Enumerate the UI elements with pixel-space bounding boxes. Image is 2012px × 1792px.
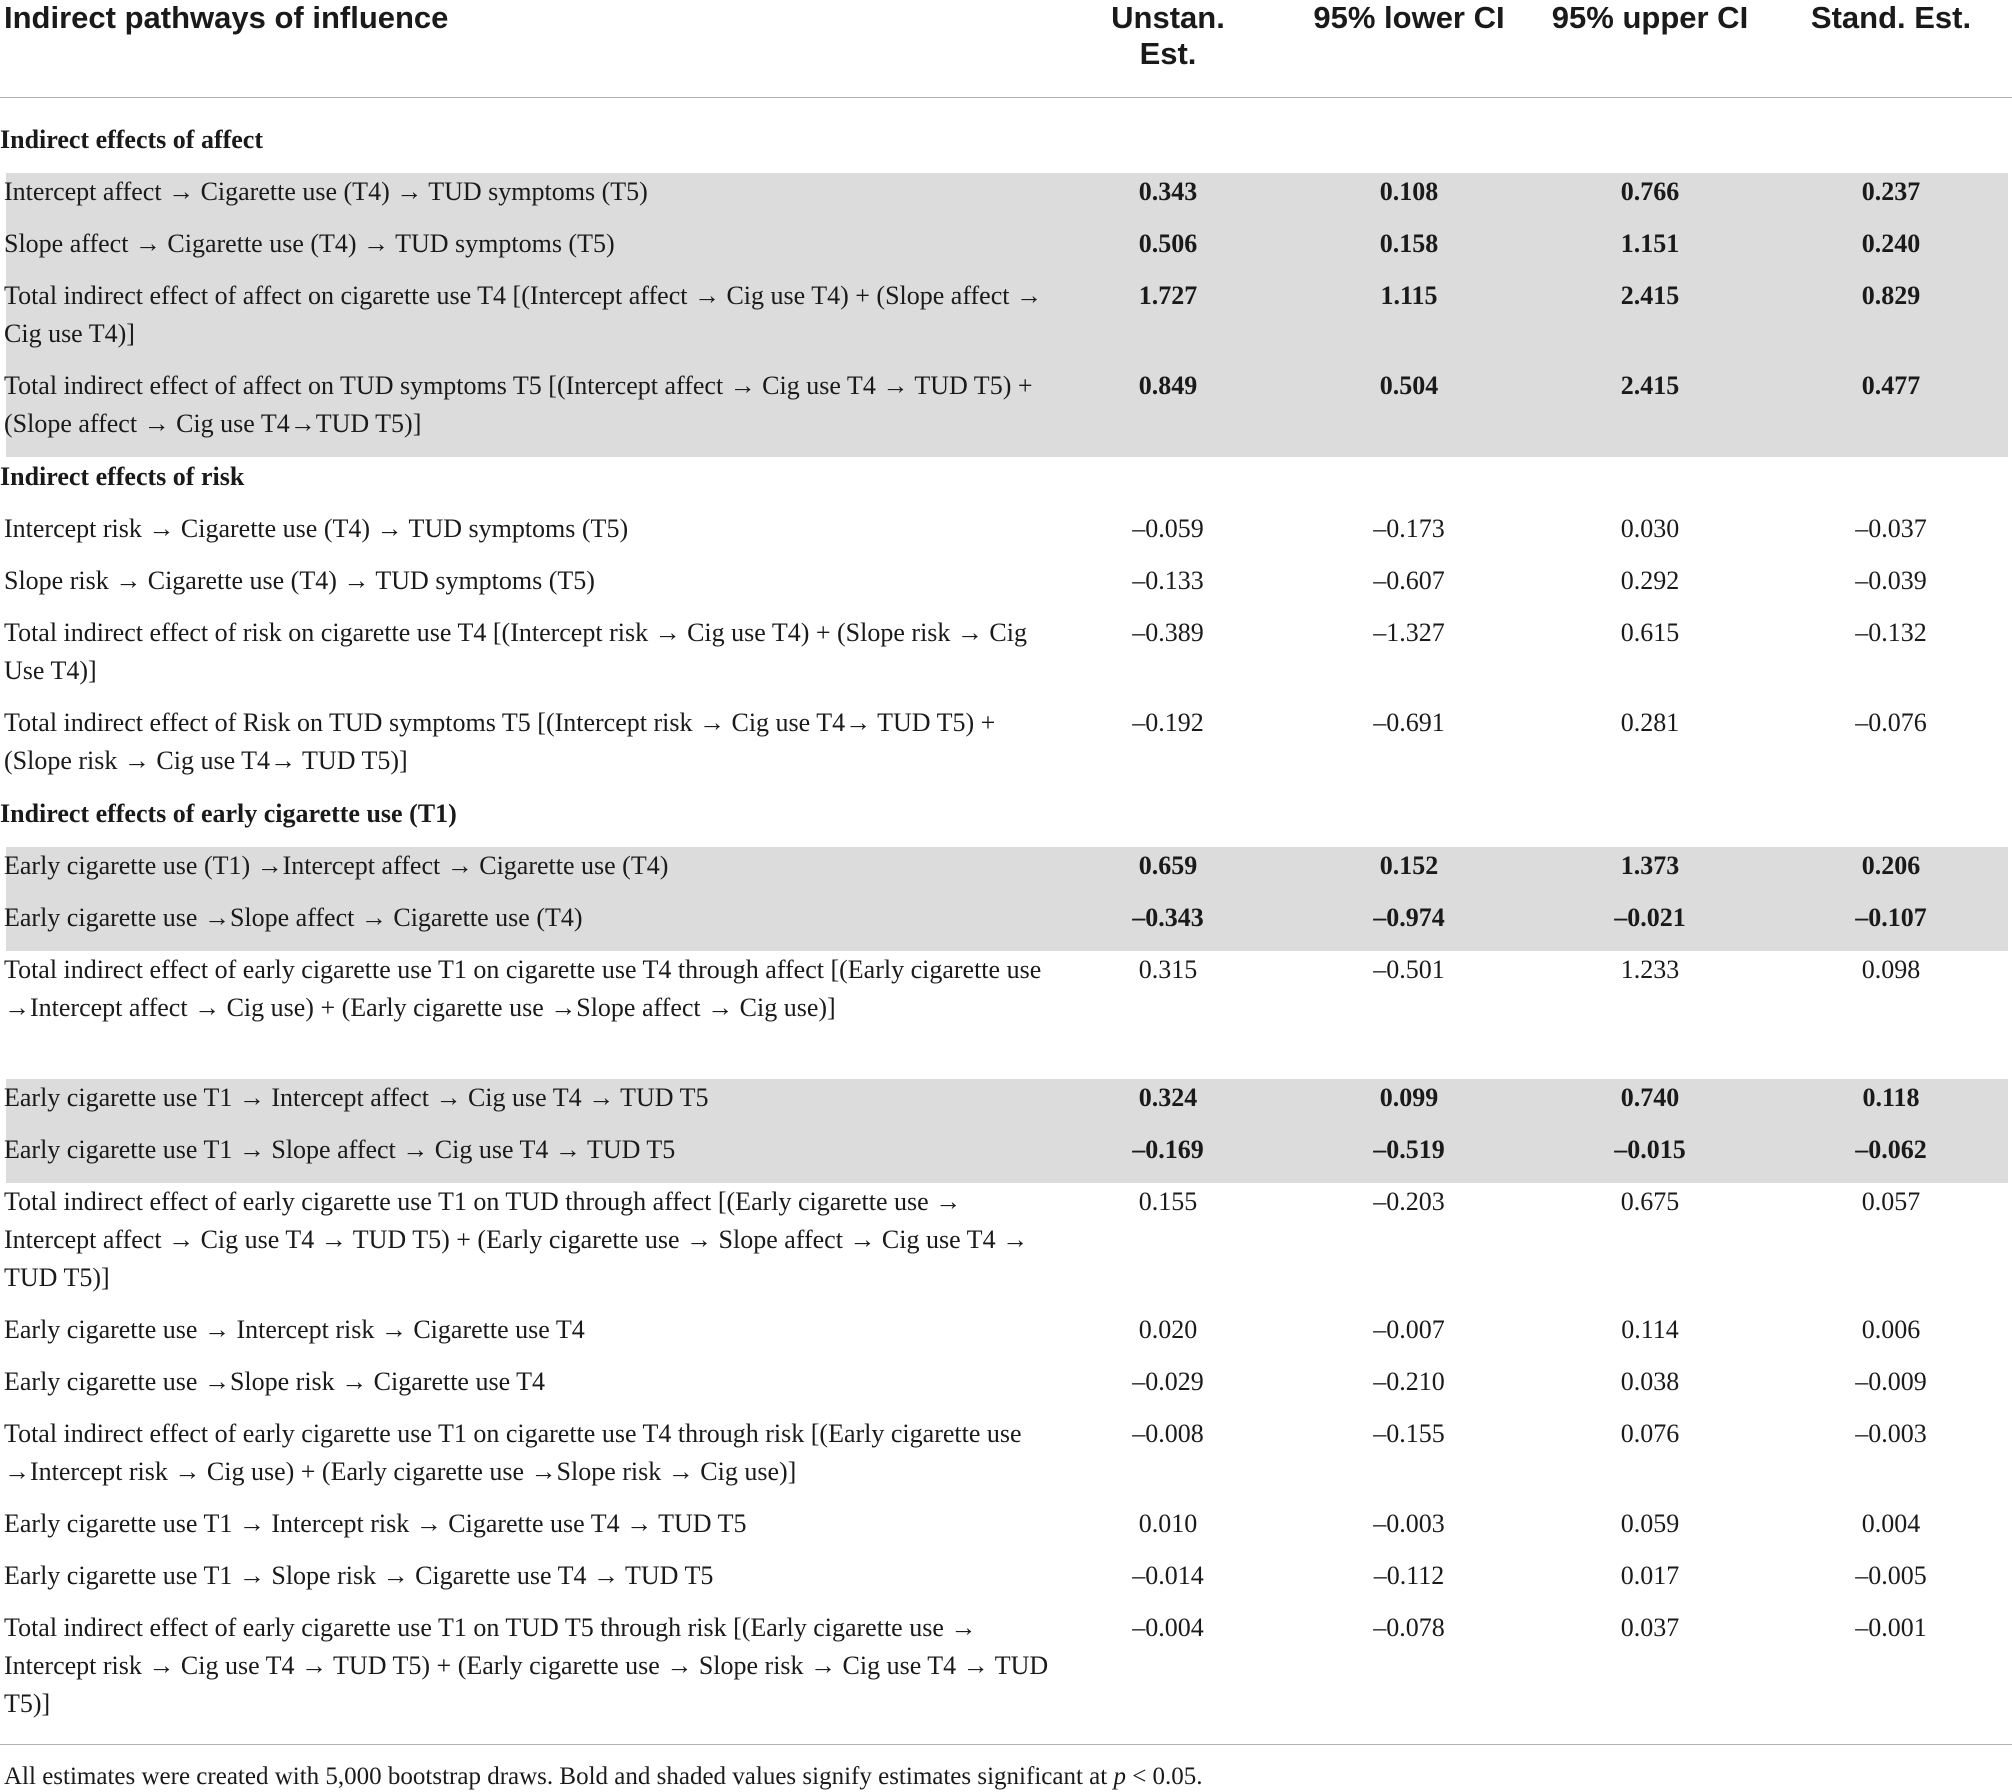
upper-ci-value: 0.038 — [1620, 1367, 1680, 1396]
table-row — [0, 951, 2012, 1079]
table-row — [6, 277, 2008, 367]
stand-est-value: –0.003 — [1855, 1419, 1927, 1448]
lower-ci-value: 0.108 — [1379, 177, 1439, 206]
unstan-est-value: 0.010 — [1138, 1509, 1198, 1538]
table-row — [6, 225, 2008, 277]
footnote-divider — [0, 1744, 2012, 1745]
upper-ci-value: 0.675 — [1620, 1187, 1680, 1216]
footnote-text: All estimates were created with 5,000 bootstrap draws. Bold and shaded values signify estimates significant at — [4, 1763, 1114, 1790]
row-pathway-label: Total indirect effect of early cigarette use T1 on cigarette use T4 through affect [(Early cigarette use →Intercept affect → Cig use) + (Early cigarette use →Slope affect → Cig use)] — [4, 955, 1042, 1022]
row-pathway-label: Early cigarette use T1 → Intercept affect → Cig use T4 → TUD T5 — [4, 1083, 709, 1112]
lower-ci-value: –0.003 — [1373, 1509, 1445, 1538]
upper-ci-value: 2.415 — [1620, 281, 1680, 310]
row-pathway-label: Slope affect → Cigarette use (T4) → TUD symptoms (T5) — [4, 229, 615, 258]
unstan-est-value: –0.192 — [1132, 708, 1204, 737]
row-pathway-label: Total indirect effect of affect on cigarette use T4 [(Intercept affect → Cig use T4) + (Slope affect → Cig use T4)] — [4, 281, 1042, 348]
table-row — [6, 1079, 2008, 1131]
stand-est-value: 0.098 — [1861, 955, 1921, 984]
row-pathway-label: Intercept affect → Cigarette use (T4) → TUD symptoms (T5) — [4, 177, 648, 206]
upper-ci-value: 1.233 — [1620, 955, 1680, 984]
footnote-tail: < 0.05. — [1125, 1763, 1203, 1790]
stand-est-value: –0.037 — [1855, 514, 1927, 543]
row-pathway-label: Early cigarette use (T1) →Intercept affect → Cigarette use (T4) — [4, 851, 669, 880]
upper-ci-value: 0.037 — [1620, 1613, 1680, 1642]
table-row — [0, 1311, 2012, 1363]
stand-est-value: 0.206 — [1861, 851, 1921, 880]
unstan-est-value: –0.343 — [1132, 903, 1204, 932]
stand-est-value: –0.107 — [1855, 903, 1927, 932]
header-lower-ci: 95% lower CI — [1313, 0, 1505, 35]
section-heading: Indirect effects of early cigarette use (T1) — [0, 799, 457, 828]
lower-ci-value: –0.974 — [1373, 903, 1445, 932]
table-row — [6, 847, 2008, 899]
stand-est-value: 0.240 — [1861, 229, 1921, 258]
row-pathway-label: Early cigarette use T1 → Intercept risk → Cigarette use T4 → TUD T5 — [4, 1509, 747, 1538]
upper-ci-value: 0.766 — [1620, 177, 1680, 206]
lower-ci-value: 0.504 — [1379, 371, 1439, 400]
row-pathway-label: Intercept risk → Cigarette use (T4) → TUD symptoms (T5) — [4, 514, 629, 543]
unstan-est-value: –0.389 — [1132, 618, 1204, 647]
unstan-est-value: –0.133 — [1132, 566, 1204, 595]
table-row — [0, 1415, 2012, 1505]
table-row — [0, 704, 2012, 794]
upper-ci-value: –0.021 — [1614, 903, 1686, 932]
section-heading: Indirect effects of affect — [0, 125, 263, 154]
unstan-est-value: –0.008 — [1132, 1419, 1204, 1448]
unstan-est-value: 0.020 — [1138, 1315, 1198, 1344]
unstan-est-value: –0.029 — [1132, 1367, 1204, 1396]
table-row — [0, 1363, 2012, 1415]
lower-ci-value: –0.155 — [1373, 1419, 1445, 1448]
unstan-est-value: –0.004 — [1132, 1613, 1204, 1642]
row-pathway-label: Total indirect effect of Risk on TUD symptoms T5 [(Intercept risk → Cig use T4→ TUD T5) + (Slope risk → Cig use T4→ TUD T5)] — [4, 708, 996, 775]
header-pathway: Indirect pathways of influence — [4, 0, 449, 35]
upper-ci-value: –0.015 — [1614, 1135, 1686, 1164]
stand-est-value: –0.001 — [1855, 1613, 1927, 1642]
table-row — [0, 1609, 2012, 1737]
lower-ci-value: –0.691 — [1373, 708, 1445, 737]
lower-ci-value: –0.112 — [1373, 1561, 1445, 1590]
unstan-est-value: –0.169 — [1132, 1135, 1204, 1164]
upper-ci-value: 0.281 — [1620, 708, 1680, 737]
row-pathway-label: Early cigarette use T1 → Slope affect → Cig use T4 → TUD T5 — [4, 1135, 676, 1164]
unstan-est-value: 0.659 — [1138, 851, 1198, 880]
stand-est-value: 0.477 — [1861, 371, 1921, 400]
upper-ci-value: 0.017 — [1620, 1561, 1680, 1590]
lower-ci-value: –0.078 — [1373, 1613, 1445, 1642]
unstan-est-value: 0.343 — [1138, 177, 1198, 206]
section-heading: Indirect effects of risk — [0, 462, 245, 491]
table-row — [6, 367, 2008, 457]
table-header — [0, 0, 2012, 98]
upper-ci-value: 0.615 — [1620, 618, 1680, 647]
row-pathway-label: Total indirect effect of risk on cigarette use T4 [(Intercept risk → Cig use T4) + (Slope risk → Cig Use T4)] — [4, 618, 1027, 685]
table-row — [0, 1505, 2012, 1557]
lower-ci-value: –0.173 — [1373, 514, 1445, 543]
row-pathway-label: Early cigarette use →Slope risk → Cigarette use T4 — [4, 1367, 546, 1396]
row-pathway-label: Early cigarette use → Intercept risk → Cigarette use T4 — [4, 1315, 585, 1344]
table-footnote — [4, 1762, 1203, 1792]
upper-ci-value: 1.151 — [1620, 229, 1680, 258]
lower-ci-value: 0.158 — [1379, 229, 1439, 258]
footnote-p-symbol: p — [1113, 1763, 1126, 1790]
lower-ci-value: –0.501 — [1373, 955, 1445, 984]
stand-est-value: –0.062 — [1855, 1135, 1927, 1164]
row-pathway-label: Total indirect effect of early cigarette use T1 on cigarette use T4 through risk [(Early cigarette use →Intercept risk → Cig use) + (Early cigarette use →Slope risk → Cig use)] — [4, 1419, 1022, 1486]
stand-est-value: –0.132 — [1855, 618, 1927, 647]
stand-est-value: 0.118 — [1862, 1083, 1920, 1112]
upper-ci-value: 1.373 — [1620, 851, 1680, 880]
upper-ci-value: 0.114 — [1621, 1315, 1679, 1344]
upper-ci-value: 0.059 — [1620, 1509, 1680, 1538]
row-pathway-label: Early cigarette use T1 → Slope risk → Cigarette use T4 → TUD T5 — [4, 1561, 714, 1590]
row-pathway-label: Total indirect effect of early cigarette use T1 on TUD through affect [(Early cigarette use → Intercept affect → Cig use T4 → TUD T5) + (Early cigarette use → Slope affect → Cig use T4 → TUD T5)] — [4, 1187, 1029, 1292]
unstan-est-value: 0.315 — [1138, 955, 1198, 984]
lower-ci-value: –0.607 — [1373, 566, 1445, 595]
lower-ci-value: –0.210 — [1373, 1367, 1445, 1396]
row-pathway-label: Total indirect effect of affect on TUD symptoms T5 [(Intercept affect → Cig use T4 → TUD T5) + (Slope affect → Cig use T4→TUD T5)] — [4, 371, 1033, 438]
lower-ci-value: –0.203 — [1373, 1187, 1445, 1216]
lower-ci-value: 0.152 — [1379, 851, 1439, 880]
stand-est-value: 0.004 — [1861, 1509, 1921, 1538]
unstan-est-value: 0.849 — [1138, 371, 1198, 400]
unstan-est-value: 0.155 — [1138, 1187, 1198, 1216]
lower-ci-value: 1.115 — [1380, 281, 1438, 310]
unstan-est-value: –0.014 — [1132, 1561, 1204, 1590]
table-row — [0, 1557, 2012, 1609]
upper-ci-value: 0.076 — [1620, 1419, 1680, 1448]
header-unstan-line1: Unstan. — [1111, 0, 1225, 35]
stand-est-value: 0.829 — [1861, 281, 1921, 310]
header-upper-ci: 95% upper CI — [1551, 0, 1749, 35]
stand-est-value: –0.039 — [1855, 566, 1927, 595]
table-row — [0, 562, 2012, 614]
row-pathway-label: Total indirect effect of early cigarette use T1 on TUD T5 through risk [(Early cigarette use → Intercept risk → Cig use T4 → TUD T5) + (Early cigarette use → Slope risk → Cig use T4 → TUD T5)] — [4, 1613, 1049, 1718]
lower-ci-value: –0.007 — [1373, 1315, 1445, 1344]
upper-ci-value: 0.740 — [1620, 1083, 1680, 1112]
table-row — [0, 614, 2012, 704]
table-row — [6, 1131, 2008, 1183]
upper-ci-value: 0.030 — [1620, 514, 1680, 543]
unstan-est-value: 1.727 — [1138, 281, 1198, 310]
table-row — [0, 1183, 2012, 1311]
stand-est-value: 0.057 — [1861, 1187, 1921, 1216]
header-unstan-est — [1038, 0, 1298, 72]
table-row — [6, 173, 2008, 225]
unstan-est-value: 0.324 — [1138, 1083, 1198, 1112]
unstan-est-value: –0.059 — [1132, 514, 1204, 543]
stand-est-value: –0.009 — [1855, 1367, 1927, 1396]
table-row — [0, 510, 2012, 562]
row-pathway-label: Early cigarette use →Slope affect → Cigarette use (T4) — [4, 903, 583, 932]
table-row — [6, 899, 2008, 951]
stand-est-value: 0.006 — [1861, 1315, 1921, 1344]
upper-ci-value: 2.415 — [1620, 371, 1680, 400]
stand-est-value: –0.005 — [1855, 1561, 1927, 1590]
upper-ci-value: 0.292 — [1620, 566, 1680, 595]
lower-ci-value: 0.099 — [1379, 1083, 1439, 1112]
row-pathway-label: Slope risk → Cigarette use (T4) → TUD symptoms (T5) — [4, 566, 595, 595]
lower-ci-value: –1.327 — [1373, 618, 1445, 647]
header-stand-est: Stand. Est. — [1810, 0, 1972, 35]
lower-ci-value: –0.519 — [1373, 1135, 1445, 1164]
stand-est-value: –0.076 — [1855, 708, 1927, 737]
unstan-est-value: 0.506 — [1138, 229, 1198, 258]
stand-est-value: 0.237 — [1861, 177, 1921, 206]
header-unstan-line2: Est. — [1139, 36, 1197, 71]
